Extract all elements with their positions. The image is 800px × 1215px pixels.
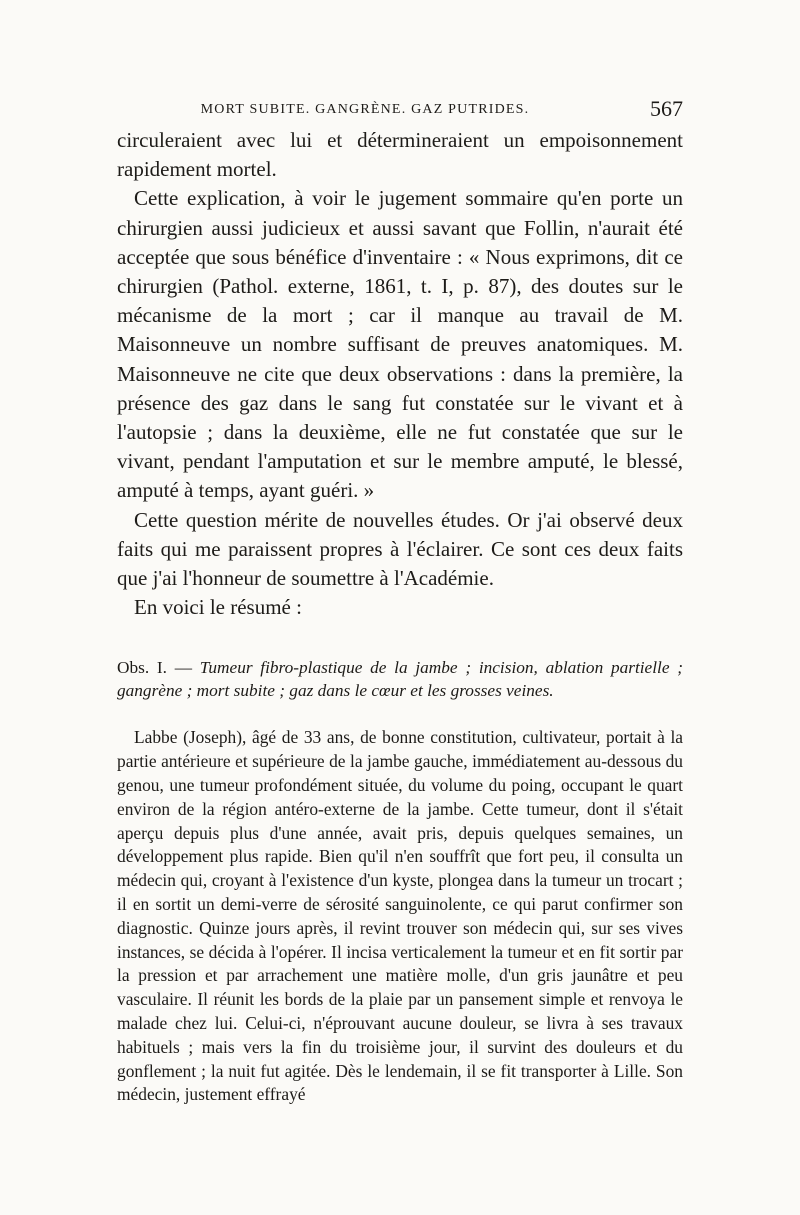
running-head: MORT SUBITE. GANGRÈNE. GAZ PUTRIDES. (200, 102, 530, 117)
paragraph-continuation: circuleraient avec lui et détermineraient un empoisonnement rapidement mortel. (117, 128, 683, 182)
paragraph-resume: En voici le résumé : (134, 595, 302, 620)
page-header (117, 96, 683, 126)
case-report (117, 726, 683, 1107)
case-report-text: Labbe (Joseph), âgé de 33 ans, de bonne constitution, cultivateur, portait à la partie antérieure et supérieure de la jambe gauche, immédiatement au-dessous du genou, une tumeur profondément située, du volume du poing, occupant le quart environ de la région antéro-externe de la jambe. Cette tumeur, dont il s'était aperçu depuis plus d'une année, avait pris, depuis quelques semaines, un développement plus rapide. Bien qu'il n'en souffrît que fort peu, il consulta un médecin qui, croyant à l'existence d'un kyste, plongea dans la tumeur un trocart ; il en sortit un demi-verre de sérosité sanguinolente, ce qui parut confirmer son diagnostic. Quinze jours après, il revint trouver son médecin qui, sur ses vives instances, se décida à l'opérer. Il incisa verticalement la tumeur et en fit sortir par la pression et par arrachement une matière molle, d'un gris jaunâtre et peu vasculaire. Il réunit les bords de la plaie par un pansement simple et renvoya le malade chez lui. Celui-ci, n'éprouvant aucune douleur, se livra à ses travaux habituels ; mais vers la fin du troisième jour, il survint des douleurs et du gonflement ; la nuit fut agitée. Dès le lendemain, il se fit transporter à Lille. Son médecin, justement effrayé (117, 727, 683, 1105)
observation-title: Tumeur fibro-plastique de la jambe ; incision, ablation partielle ; gangrène ; mort subite ; gaz dans le cœur et les grosses veines. (117, 658, 683, 701)
paragraph-question: Cette question mérite de nouvelles études. Or j'ai observé deux faits qui me paraissent propres à l'éclairer. Ce sont ces deux faits que j'ai l'honneur de soumettre à l'Académie. (117, 507, 683, 591)
paragraph-explication: Cette explication, à voir le jugement sommaire qu'en porte un chirurgien aussi judicieux et aussi savant que Follin, n'aurait été acceptée que sous bénéfice d'inventaire : « Nous exprimons, dit ce chirurgien (Pathol. externe, 1861, t. I, p. 87), des doutes sur le mécanisme de la mort ; car il manque au travail de M. Maisonneuve un nombre suffisant de preuves anatomiques. M. Maisonneuve ne cite que deux observations : dans la première, la présence des gaz dans le sang fut constatée sur le vivant et à l'autopsie ; dans la deuxième, elle ne fut constatée que sur le vivant, pendant l'amputation et sur le membre amputé, le blessé, amputé à temps, ayant guéri. » (117, 186, 683, 503)
observation-label: Obs. I. — (117, 658, 192, 678)
main-text (117, 126, 683, 622)
page-body (117, 126, 683, 1107)
page-number: 567 (650, 96, 683, 121)
observation-heading (117, 656, 683, 702)
